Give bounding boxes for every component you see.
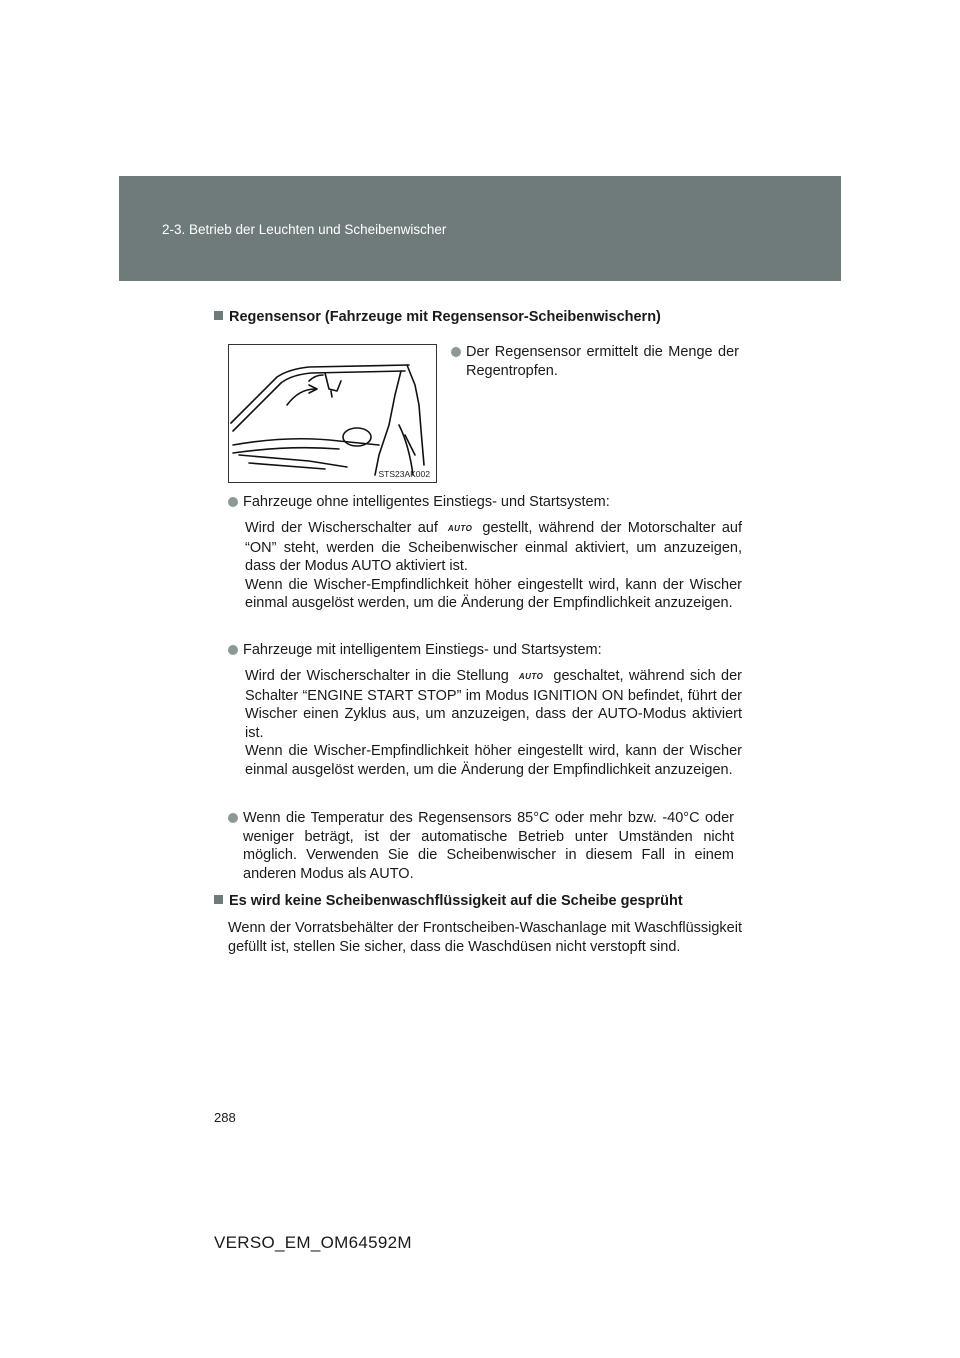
smart-key-post: geschaltet, während sich der Schalter “ENGINE START STOP” im Modus IGNITION ON befindet, führt der Wischer einen Zyklus aus, um anzuzeigen, dass der AUTO-Modus aktiviert ist. bbox=[245, 668, 743, 741]
smart-key-extra: Wenn die Wischer-Empfindlichkeit höher eingestellt wird, kann der Wischer einmal ausgelöst werden, um die Änderung der Empfindlichkeit anzuzeigen. bbox=[245, 743, 742, 778]
header-band bbox=[119, 176, 841, 281]
bullet-smart-key-title: Fahrzeuge mit intelligentem Einstiegs- und Startsystem: bbox=[243, 642, 602, 658]
bullet-temperature bbox=[228, 809, 734, 883]
rain-sensor-heading-text: Regensensor (Fahrzeuge mit Regensensor-Scheibenwischern) bbox=[229, 309, 661, 325]
bullet-dot-icon bbox=[451, 347, 461, 357]
bullet-dot-icon bbox=[228, 813, 238, 823]
bullet-temperature-text: Wenn die Temperatur des Regensensors 85°C oder mehr bzw. -40°C oder weniger beträgt, ist der automatische Betrieb unter Umständen nicht möglich. Verwenden Sie die Scheibenwischer in diesem Fall in einem anderen Modus als AUTO. bbox=[243, 810, 734, 882]
auto-symbol-icon: AUTO bbox=[518, 672, 544, 681]
auto-symbol-icon: AUTO bbox=[447, 524, 473, 533]
bullet-no-smart-key-title: Fahrzeuge ohne intelligentes Einstiegs- und Startsystem: bbox=[243, 494, 610, 510]
rain-sensor-heading bbox=[214, 309, 661, 325]
bullet-dot-icon bbox=[228, 497, 238, 507]
bullet-no-smart-key bbox=[228, 493, 742, 512]
heading-square-icon bbox=[214, 895, 223, 904]
bullet-dot-icon bbox=[228, 645, 238, 655]
washer-paragraph: Wenn der Vorratsbehälter der Frontscheiben-Waschanlage mit Waschflüssigkeit gefüllt ist, stellen Sie sicher, dass die Waschdüsen nicht verstopft sind. bbox=[228, 920, 742, 955]
windshield-illustration bbox=[229, 345, 436, 482]
bullet-intro-text: Der Regensensor ermittelt die Menge der Regentropfen. bbox=[466, 344, 739, 379]
washer-heading-text: Es wird keine Scheibenwaschflüssigkeit auf die Scheibe gesprüht bbox=[229, 893, 683, 909]
no-smart-key-extra: Wenn die Wischer-Empfindlichkeit höher eingestellt wird, kann der Wischer einmal ausgelöst werden, um die Änderung der Empfindlichkeit anzuzeigen. bbox=[245, 576, 742, 611]
windshield-figure bbox=[228, 344, 437, 483]
no-smart-key-post: gestellt, während der Motorschalter auf “ON” steht, werden die Scheibenwischer einmal aktiviert, um anzuzeigen, dass der Modus AUTO aktiviert ist. bbox=[245, 520, 743, 574]
smart-key-paragraph bbox=[245, 667, 742, 779]
heading-square-icon bbox=[214, 311, 223, 320]
smart-key-pre: Wird der Wischerschalter in die Stellung bbox=[245, 668, 509, 684]
figure-code: STS23AK002 bbox=[378, 469, 430, 479]
bullet-intro bbox=[451, 343, 739, 380]
page-number: 288 bbox=[214, 1110, 236, 1125]
no-smart-key-pre: Wird der Wischerschalter auf bbox=[245, 520, 438, 536]
washer-heading bbox=[214, 893, 683, 909]
bullet-smart-key bbox=[228, 641, 742, 660]
document-code: VERSO_EM_OM64592M bbox=[214, 1233, 412, 1252]
section-title: 2-3. Betrieb der Leuchten und Scheibenwischer bbox=[162, 222, 447, 237]
no-smart-key-paragraph bbox=[245, 519, 742, 613]
